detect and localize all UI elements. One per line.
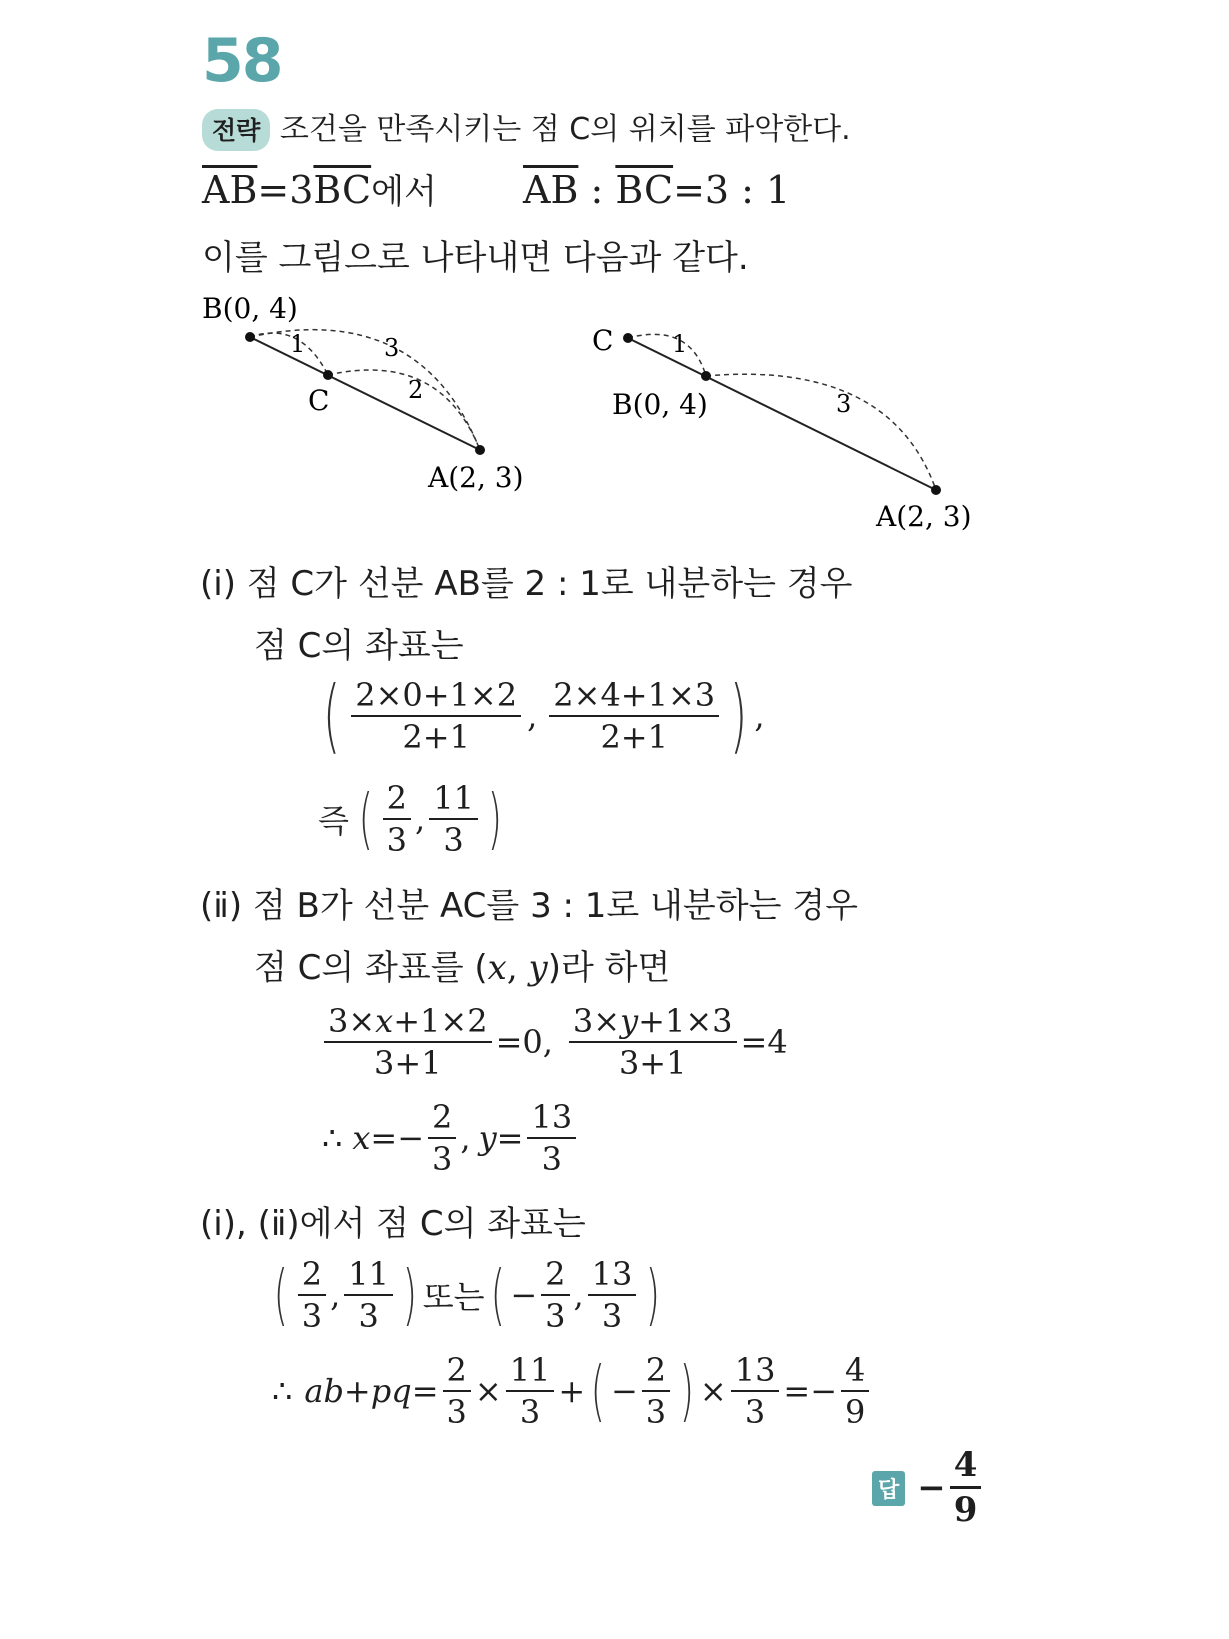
label-b-2: B(0, 4) [612, 388, 708, 421]
dist-1: 1 [290, 330, 306, 358]
ratio-line [202, 164, 790, 213]
strategy-text: 조건을 만족시키는 점 C의 위치를 파악한다. [279, 112, 851, 147]
label-c-2: C [592, 324, 614, 357]
trailing-comma: , [754, 697, 765, 735]
point-a-2 [931, 485, 941, 495]
point-c [323, 370, 333, 380]
suffix: 에서 [371, 172, 437, 212]
dist-3: 3 [384, 334, 400, 362]
strategy-line [202, 104, 851, 151]
case1-heading: (ⅰ) 점 C가 선분 AB를 2 : 1로 내분하는 경우 [200, 564, 853, 604]
figure-2 [592, 324, 972, 533]
diagram-figures [0, 280, 1229, 540]
segment-b-a [250, 337, 480, 450]
eq-x-fraction: $\frac{3\times x+1\times 2}{3+1}$ [324, 1003, 492, 1082]
label-a: A(2, 3) [428, 461, 524, 494]
fraction-x: $\frac{2\times 0+1\times 2}{2+1}$ [351, 677, 521, 756]
result-y: $\frac{11}{3}$ [429, 780, 478, 859]
label-c: C [308, 384, 330, 417]
point-a [475, 445, 485, 455]
case2-equations: $\frac{3\times x+1\times 2}{3+1}$ =0, $\frac{3\times y+1\times 3}{3+1}$ =4 [320, 1002, 788, 1082]
case2-solution: ∴ x =− $\frac{2}{3}$ , y = $\frac{13}{3}$ [322, 1098, 580, 1178]
or-label: 또는 [422, 1278, 485, 1316]
case2-heading: (ⅱ) 점 B가 선분 AC를 3 : 1로 내분하는 경우 [200, 886, 858, 926]
eq-y-fraction: $\frac{3\times y+1\times 3}{3+1}$ [569, 1003, 737, 1082]
case1-sub: 점 C의 좌표는 [254, 626, 464, 666]
fraction-y: $\frac{2\times 4+1\times 3}{2+1}$ [549, 677, 719, 756]
segment-ab-2: $\overline{AB}$ [523, 168, 579, 212]
paren-left: ( [323, 669, 341, 762]
result-x: $\frac{2}{3}$ [383, 780, 411, 859]
answer-label: 답 [872, 1471, 905, 1506]
answer-box: 답 − $\frac{4}{9}$ [872, 1446, 985, 1530]
paren-right: ) [730, 669, 748, 762]
label-b: B(0, 4) [202, 292, 298, 325]
segment-bc: $\overline{BC}$ [313, 168, 372, 212]
conclusion-points: ( $\frac{2}{3}$ , $\frac{11}{3}$ ) 또는 ( − $\frac{2}{3}$ , $\frac{13}{3}$ ) [273, 1254, 661, 1335]
point-c-2 [623, 333, 633, 343]
ratio-value: =3 : 1 [673, 168, 791, 212]
dist-2: 2 [408, 376, 424, 404]
jeuk-label: 즉 [318, 802, 349, 840]
label-a-2: A(2, 3) [876, 500, 972, 533]
colon: : [578, 168, 616, 212]
case2-sub: 점 C의 좌표를 (x, y)라 하면 [254, 948, 671, 988]
problem-number: 58 [202, 26, 282, 96]
point-b [245, 332, 255, 342]
segment-bc-2: $\overline{BC}$ [615, 168, 674, 212]
segment-ab: $\overline{AB}$ [202, 168, 258, 212]
dist-3-2: 3 [836, 390, 852, 418]
intro-text: 이를 그림으로 나타내면 다음과 같다. [202, 238, 749, 278]
conclusion-heading: (ⅰ), (ⅱ)에서 점 C의 좌표는 [200, 1204, 586, 1244]
strategy-badge: 전략 [202, 109, 270, 151]
point-b-2 [701, 371, 711, 381]
answer-fraction: $\frac{4}{9}$ [950, 1446, 982, 1530]
case1-result: 즉 ( $\frac{2}{3}$ , $\frac{11}{3}$ ) [318, 778, 502, 859]
eq3: =3 [257, 168, 314, 212]
figure-1 [202, 292, 524, 494]
case1-coord-formula: ( $\frac{2\times 0+1\times 2}{2+1}$ , $\frac{2\times 4+1\times 3}{2+1}$ ) , [323, 669, 765, 762]
dist-1-2: 1 [672, 330, 688, 358]
final-computation: ∴ ab+pq = $\frac{2}{3}$ × $\frac{11}{3}$ + ( − $\frac{2}{3}$ ) × $\frac{13}{3}$ =− $\frac{4}{9}$ [272, 1350, 873, 1432]
